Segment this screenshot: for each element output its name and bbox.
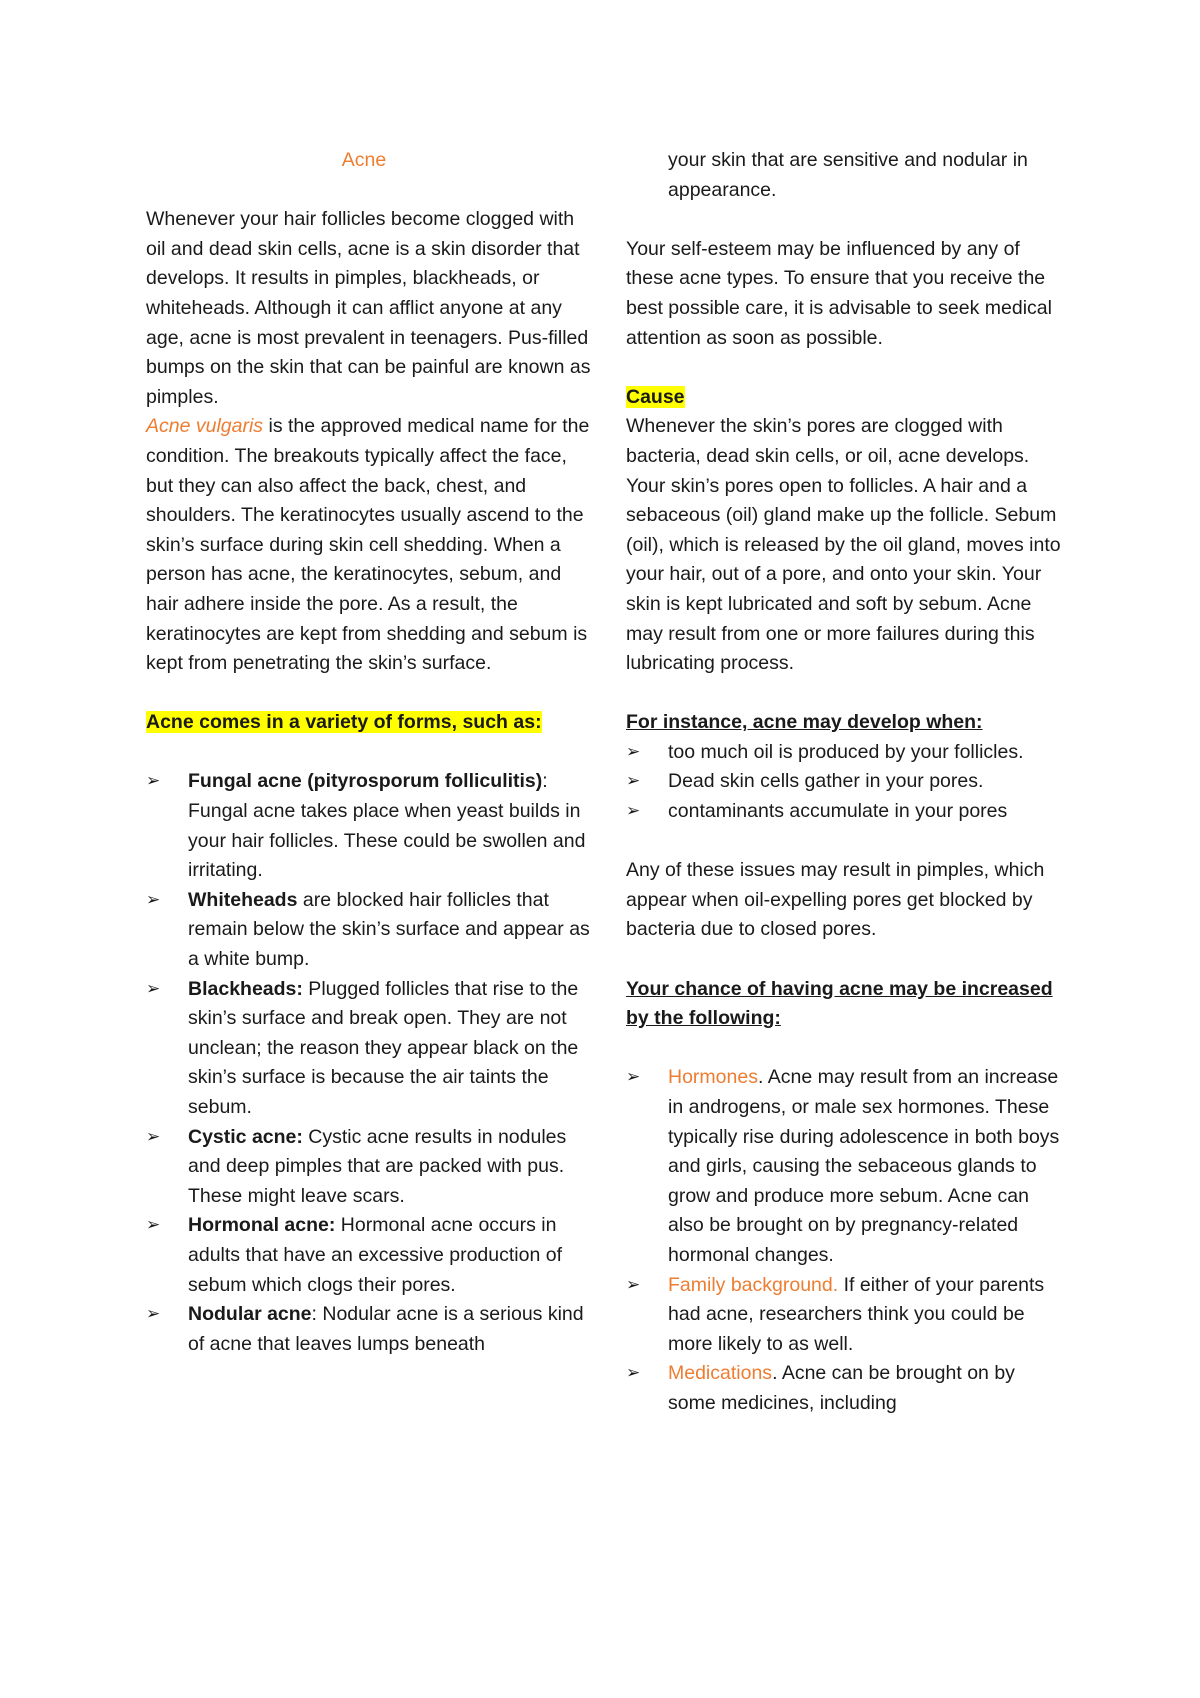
- arrow-bullet-icon: ➢: [146, 1304, 161, 1325]
- acne-vulgaris-term: Acne vulgaris: [146, 415, 264, 438]
- list-item: [626, 767, 1066, 797]
- acne-forms-list: [146, 767, 592, 1359]
- instance-text: too much oil is produced by your follicles.: [668, 740, 1024, 763]
- form-term: Nodular acne: [188, 1303, 312, 1326]
- list-item: [146, 767, 592, 885]
- form-text: are blocked hair follicles that remain below the skin’s surface and appear as a white bump.: [188, 888, 590, 971]
- arrow-bullet-icon: ➢: [626, 1274, 641, 1295]
- right-column: [626, 146, 1066, 1419]
- risk-text: . Acne may result from an increase in androgens, or male sex hormones. These typically rise during adolescence in both boys and girls, causing the sebaceous glands to grow and produce more sebum. Acne can also be brought on by pregnancy-related hormonal changes.: [668, 1066, 1060, 1266]
- list-item: [146, 975, 592, 1123]
- list-item: [626, 1271, 1066, 1360]
- form-text: Hormonal acne occurs in adults that have an excessive production of sebum which clogs their pores.: [188, 1214, 562, 1296]
- form-term: Cystic acne:: [188, 1125, 303, 1148]
- cause-heading-text: Cause: [626, 385, 685, 408]
- vulgaris-text: is the approved medical name for the condition. The breakouts typically affect the face, but they can also affect the back, chest, and shoulders. The keratinocytes usually ascend to the skin’s surface during skin cell shedding. When a person has acne, the keratinocytes, sebum, and hair adhere inside the pore. As a result, the keratinocytes are kept from shedding and sebum is kept from penetrating the skin’s surface.: [146, 415, 590, 675]
- arrow-bullet-icon: ➢: [626, 1067, 641, 1088]
- list-item: [626, 1359, 1066, 1418]
- document-title: Acne: [341, 149, 387, 171]
- cause-heading: [626, 383, 1066, 413]
- form-text: Plugged follicles that rise to the skin’s surface and break open. They are not unclean; the reason they appear black on the skin’s surface is because the air taints the sebum.: [188, 977, 579, 1118]
- risk-term: Hormones: [668, 1066, 758, 1089]
- form-term: Blackheads:: [188, 977, 303, 1000]
- list-item: [626, 797, 1066, 827]
- risk-heading: Your chance of having acne may be increased by the following:: [626, 977, 1053, 1030]
- instance-text: contaminants accumulate in your pores: [668, 800, 1008, 823]
- vulgaris-paragraph: [146, 412, 592, 678]
- list-item: [146, 1123, 592, 1212]
- arrow-bullet-icon: ➢: [626, 801, 641, 822]
- form-text: Cystic acne results in nodules and deep pimples that are packed with pus. These might leave scars.: [188, 1125, 567, 1207]
- arrow-bullet-icon: ➢: [146, 1126, 161, 1147]
- arrow-bullet-icon: ➢: [626, 741, 641, 762]
- arrow-bullet-icon: ➢: [146, 978, 161, 999]
- list-item: [146, 1300, 592, 1359]
- risk-text: . Acne can be brought on by some medicines, including: [668, 1362, 1015, 1414]
- forms-heading-text: Acne comes in a variety of forms, such as:: [146, 711, 542, 734]
- list-item: [626, 1063, 1066, 1270]
- risk-text: If either of your parents had acne, researchers think you could be more likely to as well.: [668, 1273, 1045, 1355]
- instances-list: [626, 738, 1066, 827]
- arrow-bullet-icon: ➢: [146, 771, 161, 792]
- cause-paragraph: Whenever the skin’s pores are clogged with bacteria, dead skin cells, or oil, acne develops. Your skin’s pores open to follicles. A hair and a sebaceous (oil) gland make up the follicle. Sebum (oil), which is released by the oil gland, moves into your hair, out of a pore, and onto your skin. Your skin is kept lubricated and soft by sebum. Acne may result from one or more failures during this lubricating process.: [626, 415, 1061, 675]
- forms-heading: [146, 708, 592, 738]
- nodular-continuation: your skin that are sensitive and nodular in appearance.: [668, 149, 1028, 201]
- instance-heading: For instance, acne may develop when:: [626, 711, 983, 734]
- risk-factors-list: [626, 1063, 1066, 1418]
- list-item: [146, 886, 592, 975]
- arrow-bullet-icon: ➢: [146, 1215, 161, 1236]
- arrow-bullet-icon: ➢: [626, 1363, 641, 1384]
- form-term: Hormonal acne:: [188, 1214, 336, 1237]
- form-text: : Nodular acne is a serious kind of acne that leaves lumps beneath: [188, 1303, 584, 1355]
- arrow-bullet-icon: ➢: [626, 771, 641, 792]
- risk-term: Medications: [668, 1362, 773, 1385]
- intro-paragraph: Whenever your hair follicles become clogged with oil and dead skin cells, acne is a skin disorder that develops. It results in pimples, blackheads, or whiteheads. Although it can afflict anyone at any age, acne is most prevalent in teenagers. Pus-filled bumps on the skin that can be painful are known as pimples.: [146, 208, 591, 408]
- arrow-bullet-icon: ➢: [146, 889, 161, 910]
- form-term: Whiteheads: [188, 888, 298, 911]
- self-esteem-paragraph: Your self-esteem may be influenced by any of these acne types. To ensure that you receive the best possible care, it is advisable to seek medical attention as soon as possible.: [626, 237, 1052, 349]
- risk-term: Family background.: [668, 1273, 839, 1296]
- instance-text: Dead skin cells gather in your pores.: [668, 770, 984, 793]
- list-item: [626, 738, 1066, 768]
- form-text: : Fungal acne takes place when yeast builds in your hair follicles. These could be swollen and irritating.: [188, 770, 586, 882]
- left-column: [146, 146, 592, 1359]
- issues-paragraph: Any of these issues may result in pimples, which appear when oil-expelling pores get blocked by bacteria due to closed pores.: [626, 859, 1045, 941]
- list-item: [146, 1211, 592, 1300]
- form-term: Fungal acne (pityrosporum folliculitis): [188, 770, 543, 793]
